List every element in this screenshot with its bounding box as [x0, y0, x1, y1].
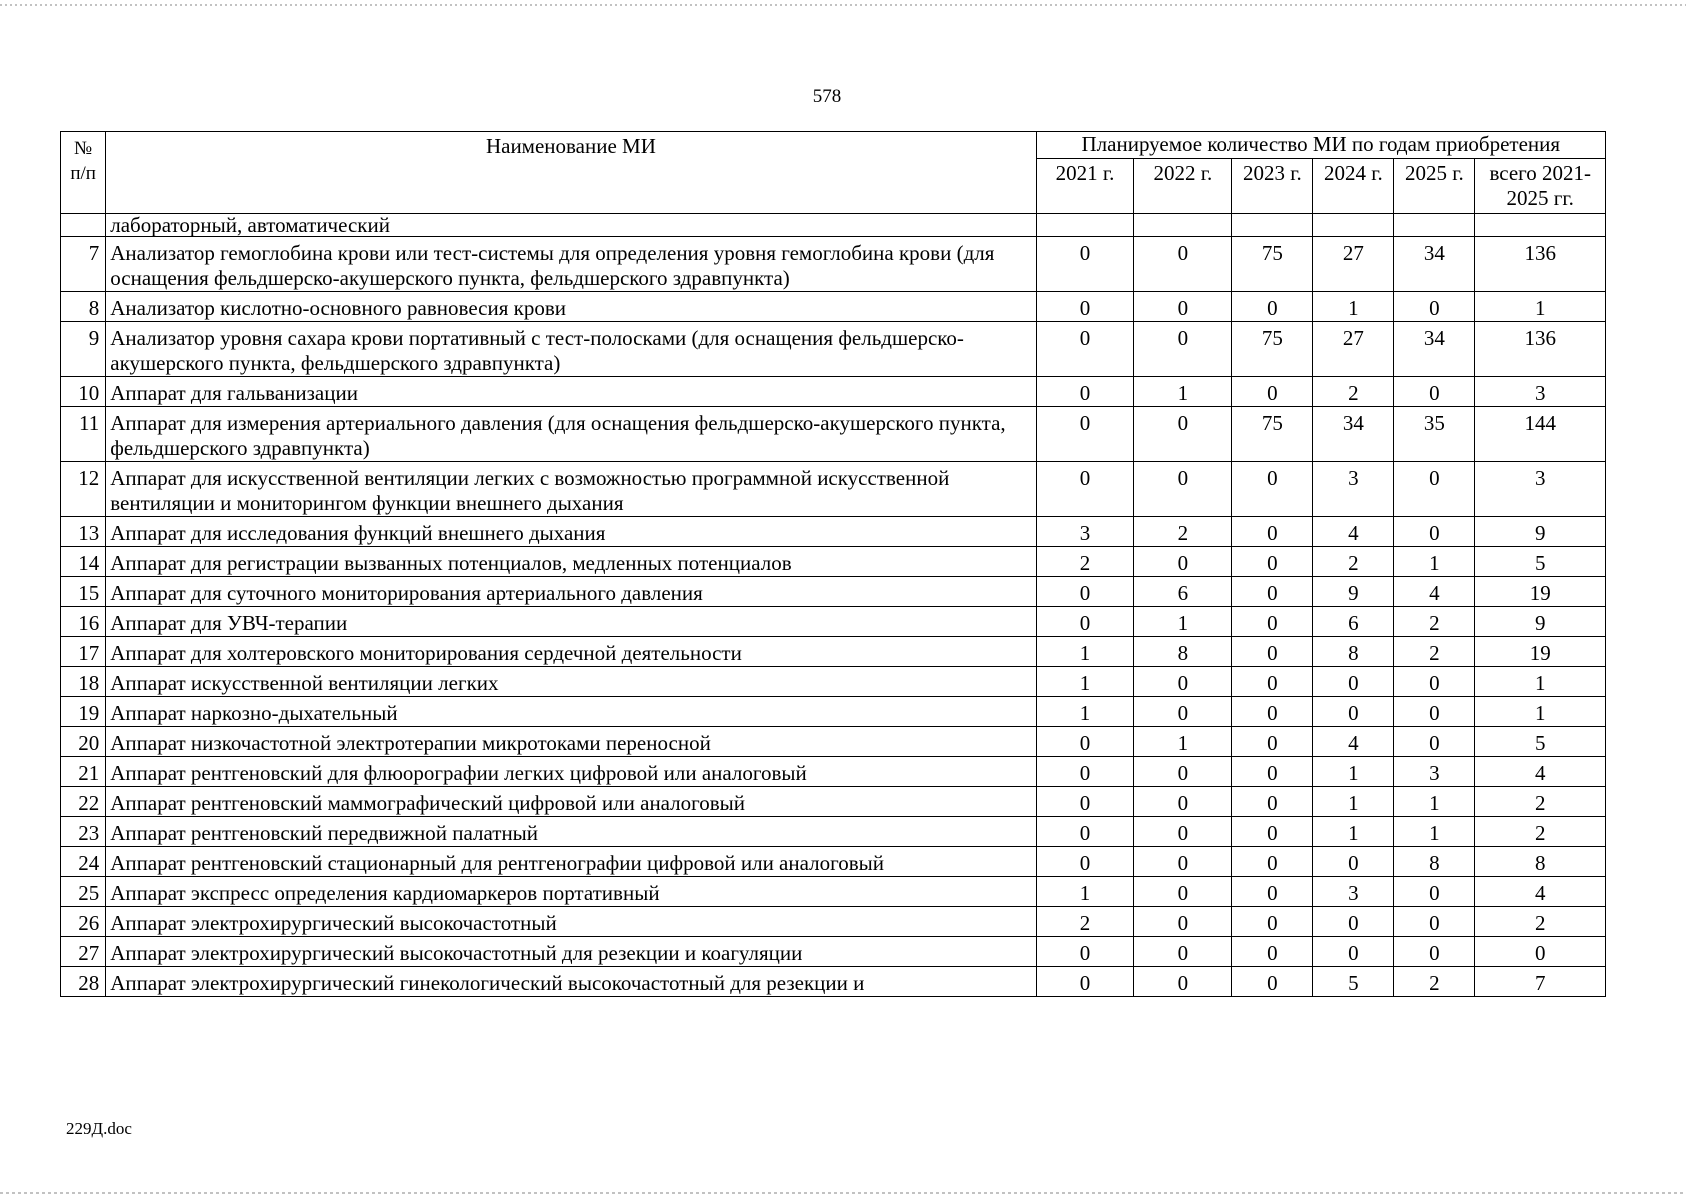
row-cell-2025: 0 — [1394, 727, 1475, 757]
row-cell-2022: 0 — [1134, 667, 1232, 697]
header-year-2023: 2023 г. — [1232, 159, 1313, 214]
row-cell-2025: 34 — [1394, 322, 1475, 377]
row-name: Анализатор уровня сахара крови портативный с тест-полосками (для оснащения фельдшерско-акушерского пункта, фельдшерского здравпункта) — [106, 322, 1036, 377]
row-cell-2025: 2 — [1394, 607, 1475, 637]
row-name: Анализатор кислотно-основного равновесия крови — [106, 292, 1036, 322]
row-cell-2024: 0 — [1313, 907, 1394, 937]
header-number: № п/п — [61, 132, 106, 214]
row-cell-2024: 27 — [1313, 237, 1394, 292]
row-cell-2025: 0 — [1394, 697, 1475, 727]
row-cell-2023: 0 — [1232, 907, 1313, 937]
row-cell-2023: 75 — [1232, 407, 1313, 462]
table-row — [61, 787, 1606, 817]
row-cell-2024: 1 — [1313, 787, 1394, 817]
row-number: 12 — [61, 462, 106, 517]
row-cell-2023: 0 — [1232, 697, 1313, 727]
scan-edge-bottom — [0, 1192, 1686, 1194]
row-cell-2021 — [1036, 214, 1134, 237]
row-cell-2023: 0 — [1232, 462, 1313, 517]
row-cell-2022: 0 — [1134, 757, 1232, 787]
row-cell-2024: 3 — [1313, 462, 1394, 517]
row-cell-2021: 3 — [1036, 517, 1134, 547]
row-name: Аппарат для УВЧ-терапии — [106, 607, 1036, 637]
row-cell-2022: 0 — [1134, 237, 1232, 292]
row-name: Аппарат наркозно-дыхательный — [106, 697, 1036, 727]
row-cell-2021: 0 — [1036, 407, 1134, 462]
footer-filename: 229Д.doc — [66, 1119, 132, 1138]
row-number: 8 — [61, 292, 106, 322]
row-cell-2023: 0 — [1232, 577, 1313, 607]
row-cell-total: 3 — [1475, 377, 1606, 407]
table-row — [61, 322, 1606, 377]
row-cell-2023: 75 — [1232, 237, 1313, 292]
row-cell-2025: 0 — [1394, 377, 1475, 407]
row-name: Аппарат электрохирургический высокочастотный — [106, 907, 1036, 937]
row-cell-total: 8 — [1475, 847, 1606, 877]
row-cell-2023: 0 — [1232, 607, 1313, 637]
row-cell-2023: 0 — [1232, 667, 1313, 697]
header-year-2025: 2025 г. — [1394, 159, 1475, 214]
row-number: 10 — [61, 377, 106, 407]
table-row — [61, 377, 1606, 407]
row-cell-total: 2 — [1475, 787, 1606, 817]
row-cell-2023: 0 — [1232, 877, 1313, 907]
row-cell-2025: 1 — [1394, 817, 1475, 847]
row-cell-2021: 1 — [1036, 637, 1134, 667]
row-cell-2023: 0 — [1232, 727, 1313, 757]
row-cell-2024: 6 — [1313, 607, 1394, 637]
row-cell-2022: 2 — [1134, 517, 1232, 547]
row-cell-total — [1475, 214, 1606, 237]
row-cell-2022: 1 — [1134, 727, 1232, 757]
row-name: Аппарат рентгеновский стационарный для рентгенографии цифровой или аналоговый — [106, 847, 1036, 877]
table-row — [61, 907, 1606, 937]
row-cell-2024: 0 — [1313, 937, 1394, 967]
row-cell-2025: 1 — [1394, 787, 1475, 817]
row-cell-2023: 0 — [1232, 847, 1313, 877]
row-cell-2022 — [1134, 214, 1232, 237]
row-cell-2022: 0 — [1134, 322, 1232, 377]
row-cell-2022: 1 — [1134, 607, 1232, 637]
row-cell-2021: 0 — [1036, 937, 1134, 967]
row-cell-2022: 8 — [1134, 637, 1232, 667]
row-cell-total: 136 — [1475, 237, 1606, 292]
row-cell-2025: 0 — [1394, 517, 1475, 547]
table-row — [61, 292, 1606, 322]
row-name: Аппарат для суточного мониторирования артериального давления — [106, 577, 1036, 607]
table-row — [61, 577, 1606, 607]
row-cell-2021: 0 — [1036, 607, 1134, 637]
table-row — [61, 637, 1606, 667]
table-row — [61, 847, 1606, 877]
row-name: Аппарат рентгеновский для флюорографии легких цифровой или аналоговый — [106, 757, 1036, 787]
row-cell-2021: 0 — [1036, 377, 1134, 407]
row-cell-2021: 0 — [1036, 292, 1134, 322]
table-row — [61, 667, 1606, 697]
row-cell-2025: 1 — [1394, 547, 1475, 577]
row-cell-2024: 1 — [1313, 757, 1394, 787]
row-cell-2023: 0 — [1232, 937, 1313, 967]
row-cell-2021: 0 — [1036, 322, 1134, 377]
row-number: 15 — [61, 577, 106, 607]
row-name: Анализатор гемоглобина крови или тест-системы для определения уровня гемоглобина крови (для оснащения фельдшерско-акушерского пункта, фельдшерского здравпункта) — [106, 237, 1036, 292]
table-row — [61, 517, 1606, 547]
row-cell-2025: 8 — [1394, 847, 1475, 877]
row-name: Аппарат рентгеновский маммографический цифровой или аналоговый — [106, 787, 1036, 817]
row-cell-2024: 34 — [1313, 407, 1394, 462]
row-cell-2022: 0 — [1134, 697, 1232, 727]
row-cell-total: 7 — [1475, 967, 1606, 997]
row-cell-total: 136 — [1475, 322, 1606, 377]
row-cell-2022: 0 — [1134, 967, 1232, 997]
row-cell-2022: 1 — [1134, 377, 1232, 407]
row-name: лабораторный, автоматический — [106, 214, 1036, 237]
row-name: Аппарат электрохирургический гинекологический высокочастотный для резекции и — [106, 967, 1036, 997]
row-number: 24 — [61, 847, 106, 877]
row-number: 19 — [61, 697, 106, 727]
row-cell-2025: 0 — [1394, 292, 1475, 322]
row-cell-total: 1 — [1475, 292, 1606, 322]
row-cell-2022: 0 — [1134, 462, 1232, 517]
row-cell-2022: 0 — [1134, 847, 1232, 877]
row-cell-total: 1 — [1475, 667, 1606, 697]
row-cell-total: 9 — [1475, 607, 1606, 637]
row-number: 27 — [61, 937, 106, 967]
row-name: Аппарат для регистрации вызванных потенциалов, медленных потенциалов — [106, 547, 1036, 577]
row-cell-2025: 2 — [1394, 637, 1475, 667]
row-cell-2023: 0 — [1232, 517, 1313, 547]
row-cell-total: 5 — [1475, 547, 1606, 577]
table-row — [61, 877, 1606, 907]
row-name: Аппарат электрохирургический высокочастотный для резекции и коагуляции — [106, 937, 1036, 967]
row-cell-2023: 0 — [1232, 967, 1313, 997]
row-cell-2021: 0 — [1036, 727, 1134, 757]
row-cell-2025: 35 — [1394, 407, 1475, 462]
row-cell-2023: 0 — [1232, 787, 1313, 817]
row-cell-2023: 0 — [1232, 292, 1313, 322]
page-number: 578 — [812, 86, 842, 107]
table-row — [61, 607, 1606, 637]
row-cell-2023: 0 — [1232, 757, 1313, 787]
row-cell-2021: 1 — [1036, 667, 1134, 697]
row-cell-2025: 0 — [1394, 907, 1475, 937]
row-number: 26 — [61, 907, 106, 937]
header-year-2024: 2024 г. — [1313, 159, 1394, 214]
row-number: 11 — [61, 407, 106, 462]
header-year-2021: 2021 г. — [1036, 159, 1134, 214]
row-cell-2021: 0 — [1036, 817, 1134, 847]
row-cell-2021: 0 — [1036, 967, 1134, 997]
row-cell-2022: 0 — [1134, 907, 1232, 937]
row-name: Аппарат для искусственной вентиляции легких с возможностью программной искусственной вентиляции и мониторингом функции внешнего дыхания — [106, 462, 1036, 517]
row-cell-2022: 0 — [1134, 877, 1232, 907]
row-cell-2022: 0 — [1134, 817, 1232, 847]
row-cell-2023: 0 — [1232, 547, 1313, 577]
row-number: 20 — [61, 727, 106, 757]
table-row — [61, 937, 1606, 967]
row-number: 14 — [61, 547, 106, 577]
row-cell-2022: 6 — [1134, 577, 1232, 607]
row-cell-2024: 5 — [1313, 967, 1394, 997]
row-cell-2021: 0 — [1036, 237, 1134, 292]
row-cell-total: 2 — [1475, 817, 1606, 847]
row-name: Аппарат для гальванизации — [106, 377, 1036, 407]
row-cell-2025: 0 — [1394, 877, 1475, 907]
row-name: Аппарат для холтеровского мониторирования сердечной деятельности — [106, 637, 1036, 667]
row-cell-2023: 0 — [1232, 637, 1313, 667]
row-name: Аппарат низкочастотной электротерапии микротоками переносной — [106, 727, 1036, 757]
table-row — [61, 462, 1606, 517]
table-row — [61, 727, 1606, 757]
row-cell-2024: 8 — [1313, 637, 1394, 667]
row-cell-total: 144 — [1475, 407, 1606, 462]
row-cell-total: 3 — [1475, 462, 1606, 517]
row-cell-2022: 0 — [1134, 547, 1232, 577]
row-cell-2023: 75 — [1232, 322, 1313, 377]
row-number: 9 — [61, 322, 106, 377]
row-cell-2021: 0 — [1036, 787, 1134, 817]
row-cell-2025: 0 — [1394, 667, 1475, 697]
table-row — [61, 967, 1606, 997]
row-cell-2025: 0 — [1394, 462, 1475, 517]
row-cell-total: 4 — [1475, 757, 1606, 787]
row-cell-2021: 0 — [1036, 757, 1134, 787]
row-cell-2022: 0 — [1134, 787, 1232, 817]
row-cell-2024: 2 — [1313, 377, 1394, 407]
row-cell-2022: 0 — [1134, 937, 1232, 967]
row-cell-2024: 4 — [1313, 517, 1394, 547]
row-name: Аппарат рентгеновский передвижной палатный — [106, 817, 1036, 847]
table-row — [61, 547, 1606, 577]
row-cell-2024: 27 — [1313, 322, 1394, 377]
row-cell-2024: 1 — [1313, 292, 1394, 322]
row-cell-total: 1 — [1475, 697, 1606, 727]
header-name: Наименование МИ — [106, 132, 1036, 214]
row-name: Аппарат для исследования функций внешнего дыхания — [106, 517, 1036, 547]
row-number: 21 — [61, 757, 106, 787]
row-cell-2025 — [1394, 214, 1475, 237]
row-cell-2025: 0 — [1394, 937, 1475, 967]
row-cell-total: 19 — [1475, 577, 1606, 607]
row-number: 16 — [61, 607, 106, 637]
row-cell-2024: 3 — [1313, 877, 1394, 907]
row-name: Аппарат искусственной вентиляции легких — [106, 667, 1036, 697]
row-cell-2024: 9 — [1313, 577, 1394, 607]
row-cell-2021: 2 — [1036, 547, 1134, 577]
row-cell-2025: 34 — [1394, 237, 1475, 292]
row-cell-total: 19 — [1475, 637, 1606, 667]
row-number: 22 — [61, 787, 106, 817]
table-row — [61, 237, 1606, 292]
row-cell-2021: 0 — [1036, 462, 1134, 517]
row-cell-total: 2 — [1475, 907, 1606, 937]
row-name: Аппарат для измерения артериального давления (для оснащения фельдшерско-акушерского пункта, фельдшерского здравпункта) — [106, 407, 1036, 462]
row-cell-2023: 0 — [1232, 377, 1313, 407]
row-name: Аппарат экспресс определения кардиомаркеров портативный — [106, 877, 1036, 907]
row-cell-2024 — [1313, 214, 1394, 237]
row-number — [61, 214, 106, 237]
row-cell-2022: 0 — [1134, 292, 1232, 322]
row-cell-2021: 1 — [1036, 877, 1134, 907]
row-cell-2024: 4 — [1313, 727, 1394, 757]
row-cell-2021: 2 — [1036, 907, 1134, 937]
header-group: Планируемое количество МИ по годам приобретения — [1036, 132, 1605, 159]
row-cell-total: 4 — [1475, 877, 1606, 907]
table-row — [61, 697, 1606, 727]
row-number: 18 — [61, 667, 106, 697]
row-number: 23 — [61, 817, 106, 847]
table-row — [61, 817, 1606, 847]
row-cell-2025: 4 — [1394, 577, 1475, 607]
row-cell-2024: 0 — [1313, 697, 1394, 727]
scan-edge-top — [0, 4, 1686, 6]
row-number: 7 — [61, 237, 106, 292]
row-cell-2024: 1 — [1313, 817, 1394, 847]
row-cell-2024: 0 — [1313, 667, 1394, 697]
row-number: 17 — [61, 637, 106, 667]
row-cell-2021: 0 — [1036, 847, 1134, 877]
row-number: 28 — [61, 967, 106, 997]
row-cell-2021: 1 — [1036, 697, 1134, 727]
row-number: 13 — [61, 517, 106, 547]
table-row-continuation — [61, 214, 1606, 237]
row-cell-2024: 2 — [1313, 547, 1394, 577]
row-cell-2023: 0 — [1232, 817, 1313, 847]
row-cell-total: 5 — [1475, 727, 1606, 757]
row-cell-2022: 0 — [1134, 407, 1232, 462]
equipment-table — [60, 131, 1606, 997]
row-cell-2025: 3 — [1394, 757, 1475, 787]
row-number: 25 — [61, 877, 106, 907]
row-cell-2023 — [1232, 214, 1313, 237]
row-cell-2021: 0 — [1036, 577, 1134, 607]
table-body — [61, 214, 1606, 997]
table-row — [61, 407, 1606, 462]
row-cell-2024: 0 — [1313, 847, 1394, 877]
header-year-2022: 2022 г. — [1134, 159, 1232, 214]
row-cell-total: 9 — [1475, 517, 1606, 547]
table-header — [61, 132, 1606, 214]
row-cell-2025: 2 — [1394, 967, 1475, 997]
row-cell-total: 0 — [1475, 937, 1606, 967]
table-row — [61, 757, 1606, 787]
header-total: всего 2021-2025 гг. — [1475, 159, 1606, 214]
